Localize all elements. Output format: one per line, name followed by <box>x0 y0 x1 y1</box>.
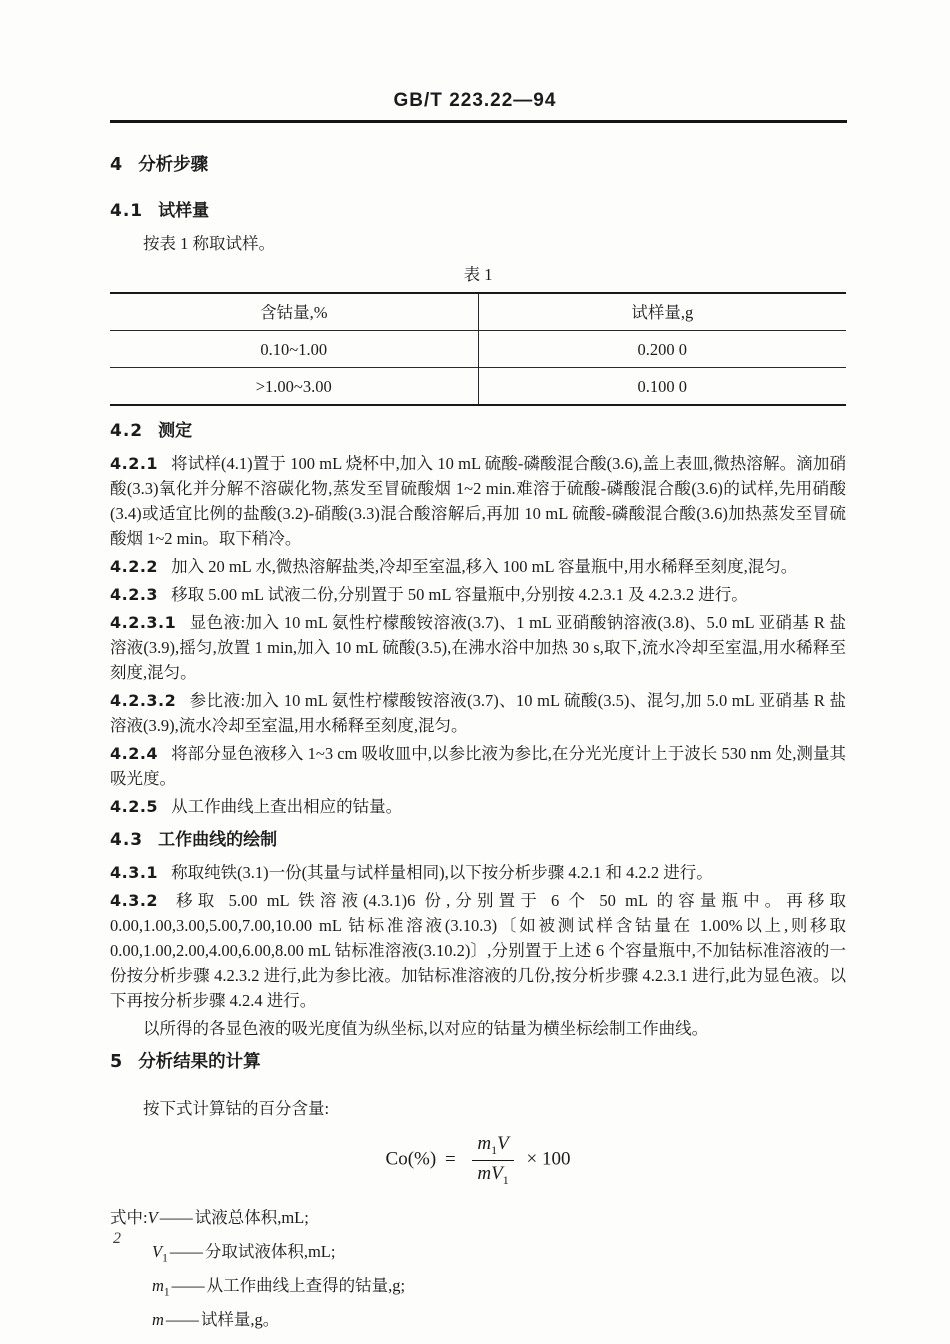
clause-4-3-2 <box>110 888 846 1013</box>
clause-number: 4.2.2 <box>110 557 159 576</box>
header-rule <box>110 120 847 123</box>
table1 <box>110 292 846 406</box>
legend-description: 从工作曲线上查得的钴量,g; <box>206 1276 406 1296</box>
legend-symbol-subscript: 1 <box>163 1286 170 1299</box>
doc-code-header: GB/T 223.22—94 <box>393 90 557 111</box>
formula-var: mV <box>477 1162 503 1184</box>
paragraph-sample-weighing: 按表 1 称取试样。 <box>143 234 275 253</box>
heading-number: 5 <box>110 1052 124 1072</box>
clause-4-2-3 <box>110 582 846 607</box>
formula-equals-sign: = <box>444 1148 456 1170</box>
section-5-heading <box>110 1050 846 1075</box>
legend-dash: —— <box>165 1310 199 1330</box>
legend-prefix: 式中: <box>110 1207 148 1227</box>
legend-dash: —— <box>169 1241 203 1261</box>
legend-symbol: V <box>147 1207 158 1227</box>
legend-line-m1 <box>110 1272 846 1306</box>
clause-text: 将部分显色液移入 1~3 cm 吸收皿中,以参比液为参比,在分光光度计上于波长 530 nm 处,测量其吸光度。 <box>110 744 846 788</box>
clause-number: 4.2.5 <box>110 797 159 816</box>
formula-lhs: Co(%) <box>385 1148 437 1170</box>
clause-4-2-5 <box>110 794 846 819</box>
clause-number: 4.3.1 <box>110 863 159 882</box>
clause-text: 加入 20 mL 水,微热溶解盐类,冷却至室温,移入 100 mL 容量瓶中,用水稀释至刻度,混匀。 <box>171 557 798 576</box>
clause-text: 移取 5.00 mL 铁溶液(4.3.1)6 份,分别置于 6 个 50 mL 的容量瓶中。再移取 0.00,1.00,3.00,5.00,7.00,10.00 mL 钴标准溶液(3.10.3)〔如被测试样含钴量在 1.00%以上,则移取 0.00,1.00,2.00,4.00,6.00,8.00 mL 钴标准溶液(3.10.2)〕,分别置于上述 6 个容量瓶中,不加钴标准溶液的一份按分析步骤 4.2.3.2 进行,此为参比液。加钴标准溶液的几份,按分析步骤 4.2.3.1 进行,此为显色液。以下再按分析步骤 4.2.4 进行。 <box>110 891 846 1010</box>
formula-numerator <box>472 1133 513 1161</box>
page-number: 2 <box>113 1230 121 1247</box>
heading-number: 4.2 <box>110 421 144 441</box>
section-4-heading <box>110 153 846 178</box>
section-4-2-heading <box>110 419 846 444</box>
clause-4-2-1 <box>110 451 846 551</box>
legend-symbol: V <box>152 1241 163 1261</box>
heading-number: 4 <box>110 155 124 175</box>
table-row <box>110 331 846 368</box>
legend-symbol: m <box>152 1276 164 1296</box>
clause-number: 4.2.1 <box>110 454 159 473</box>
paragraph-calculation-intro: 按下式计算钴的百分含量: <box>143 1099 330 1118</box>
clause-number: 4.2.3.2 <box>110 691 177 710</box>
formula-denominator <box>472 1161 513 1188</box>
cell-cobalt-range: 0.10~1.00 <box>110 331 478 368</box>
table-row <box>110 368 846 406</box>
heading-title: 试样量 <box>158 201 210 221</box>
clause-4-2-3-2 <box>110 688 846 738</box>
legend-line-v <box>110 1204 846 1238</box>
legend-line-v1 <box>110 1238 846 1272</box>
col-header-cobalt-content: 含钴量,% <box>110 293 478 331</box>
legend-description: 试样量,g。 <box>200 1310 280 1330</box>
clause-number: 4.2.4 <box>110 744 159 763</box>
heading-number: 4.1 <box>110 201 144 221</box>
legend-description: 试液总体积,mL; <box>194 1207 309 1227</box>
legend-description: 分取试液体积,mL; <box>204 1241 336 1261</box>
clause-text: 称取纯铁(3.1)一份(其量与试样量相同),以下按分析步骤 4.2.1 和 4.2.2 进行。 <box>171 863 713 882</box>
clause-text: 从工作曲线上查出相应的钴量。 <box>171 797 403 816</box>
clause-4-2-3-1 <box>110 610 846 685</box>
heading-title: 工作曲线的绘制 <box>158 830 278 850</box>
clause-4-2-4 <box>110 741 846 791</box>
cell-sample-mass: 0.200 0 <box>478 331 846 368</box>
clause-text: 将试样(4.1)置于 100 mL 烧杯中,加入 10 mL 硫酸-磷酸混合酸(3.6),盖上表皿,微热溶解。滴加硝酸(3.3)氧化并分解不溶碳化物,蒸发至冒硫酸烟 1~2 min.难溶于硫酸-磷酸混合酸(3.6)的试样,先用硝酸(3.4)或适宜比例的盐酸(3.2)-硝酸(3.3)混合酸溶解后,再加 10 mL 硫酸-磷酸混合酸(3.6)加热蒸发至冒硫酸烟 1~2 min。取下稍冷。 <box>110 454 846 548</box>
heading-title: 分析步骤 <box>138 155 209 175</box>
heading-number: 4.3 <box>110 830 144 850</box>
formula-var: V <box>497 1133 509 1154</box>
clause-text: 移取 5.00 mL 试液二份,分别置于 50 mL 容量瓶中,分别按 4.2.3.1 及 4.2.3.2 进行。 <box>171 585 748 604</box>
clause-number: 4.3.2 <box>110 891 159 910</box>
clause-text: 参比液:加入 10 mL 氨性柠檬酸铵溶液(3.7)、10 mL 硫酸(3.5)、混匀,加 5.0 mL 亚硝基 R 盐溶液(3.9),流水冷却至室温,用水稀释至刻度,混匀。 <box>110 691 846 735</box>
formula-cobalt-percent <box>110 1133 846 1188</box>
heading-title: 测定 <box>158 421 193 441</box>
clause-number: 4.2.3.1 <box>110 613 177 632</box>
table-header-row <box>110 293 846 331</box>
clause-4-3-1 <box>110 860 846 885</box>
legend-dash: —— <box>159 1207 193 1227</box>
cell-cobalt-range: >1.00~3.00 <box>110 368 478 406</box>
heading-title: 分析结果的计算 <box>138 1052 261 1072</box>
section-4-1-heading <box>110 199 846 224</box>
clause-number: 4.2.3 <box>110 585 159 604</box>
table1-caption: 表 1 <box>463 265 493 284</box>
legend-line-m <box>110 1306 846 1340</box>
clause-text: 显色液:加入 10 mL 氨性柠檬酸铵溶液(3.7)、1 mL 亚硝酸钠溶液(3.8)、5.0 mL 亚硝基 R 盐溶液(3.9),摇匀,放置 1 min,加入 10 mL 硫酸(3.5),在沸水浴中加热 30 s,取下,流水冷却至室温,用水稀释至刻度,混匀。 <box>110 613 846 682</box>
paragraph-working-curve: 以所得的各显色液的吸光度值为纵坐标,以对应的钴量为横坐标绘制工作曲线。 <box>143 1019 709 1038</box>
legend-dash: —— <box>171 1276 205 1296</box>
formula-factor: × 100 <box>526 1148 571 1170</box>
formula-subscript: 1 <box>502 1172 509 1187</box>
formula-legend <box>110 1204 846 1341</box>
legend-symbol: m <box>152 1310 164 1330</box>
clause-4-2-2 <box>110 554 846 579</box>
formula-subscript: 1 <box>491 1142 498 1157</box>
formula-fraction <box>472 1133 513 1188</box>
legend-symbol-subscript: 1 <box>162 1252 168 1265</box>
section-4-3-heading <box>110 828 846 853</box>
cell-sample-mass: 0.100 0 <box>637 376 687 396</box>
page-content <box>110 153 846 1341</box>
formula-var: m <box>477 1133 492 1154</box>
col-header-sample-mass: 试样量,g <box>478 293 846 331</box>
